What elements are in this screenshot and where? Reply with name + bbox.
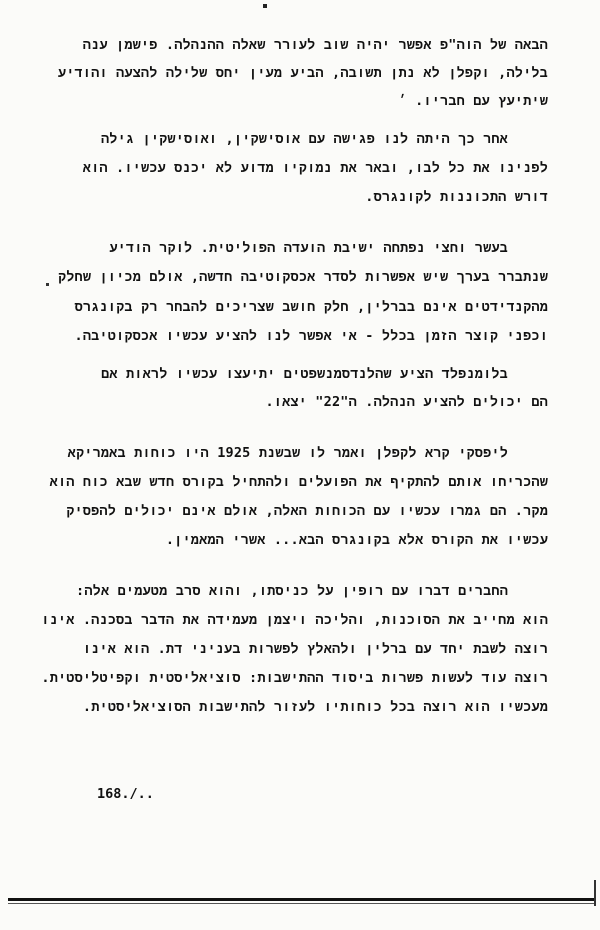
page-number: 168./.. bbox=[97, 786, 154, 802]
text-line: החברים דברו עם רופין על כניסתו, והוא סרב מטעמים אלה: bbox=[76, 583, 508, 599]
text-line: שיתיעץ עם חבריו. ׳ bbox=[398, 93, 548, 109]
text-line: מעכשיו הוא רוצה בכל כוחותיו לעזור להתישבות הסוציאליסטית. bbox=[82, 699, 548, 715]
text-line: הבאה של הוה"פ אפשר יהיה שוב לעורר שאלה ההנהלה. פישמן ענה bbox=[82, 37, 548, 53]
text-line: לפנינו את כל לבו, ובאר את נמוקיו מדוע לא יכנס עכשיו. הוא bbox=[82, 160, 548, 176]
text-line: עכשיו את הקורס אלא בקונגרס הבא... אשרי המאמין. bbox=[165, 532, 548, 548]
text-line: רוצה עוד לעשות פשרות ביסוד ההתישבות: סוציאליסטית וקפיטליסטית. bbox=[41, 670, 548, 686]
punch-mark bbox=[263, 4, 267, 8]
text-line: מקר. הם גמרו עכשיו עם הכוחות האלה, אולם אינם יכולים להפסיק bbox=[66, 503, 548, 519]
text-line: הוא מחייב את הסוכנות, והליכה ויצמן מעמידה את הדבר בסכנה. אינו bbox=[41, 612, 548, 628]
text-line: שנתברר בערך שיש אפשרות לסדר אכסקוטיבה חדשה, אולם מכיון שחלק bbox=[57, 269, 548, 285]
page-bottom-rule bbox=[8, 898, 596, 901]
text-line: בעשר וחצי נפתחה ישיבת הועדה הפוליטית. לוקר הודיע bbox=[109, 240, 508, 256]
text-line: ליפסקי קרא לקפלן ואמר לו שבשנת 1925 היו כוחות באמריקא bbox=[67, 445, 508, 461]
page-right-edge bbox=[594, 880, 596, 906]
text-line: שהכריחו אותם להתקיף את הפועלים ולהתחיל בקורס חדש שבא כוח הוא bbox=[49, 474, 548, 490]
text-line: וכפני קוצר הזמן בכלל - אי אפשר לנו להציע עכשיו אכסקוטיבה. bbox=[74, 328, 548, 344]
text-line: בלומנפלד הציע שהלנדסמנשפטים יתיעצו עכשיו לראות אם bbox=[101, 366, 508, 382]
text-line: בלילה, וקפלן לא נתן תשובה, הביע מעין יחס שלילה להצעה והודיע bbox=[57, 65, 548, 81]
page-bottom-rule-thin bbox=[8, 903, 596, 904]
text-line: מהקנדידטים אינם בברלין, חלק חושב שצריכים להבחר רק בקונגרס bbox=[74, 299, 548, 315]
text-line: רוצה לשבת יחד עם ברלין ולהאלץ לפשרות בעניני דת. הוא אינו bbox=[82, 641, 548, 657]
text-line: הם יכולים להציע הנהלה. ה"22" יצאו. bbox=[265, 394, 548, 410]
text-line: דורש התכוננות לקונגרס. bbox=[365, 189, 548, 205]
stray-mark bbox=[46, 283, 49, 286]
text-line: אחר כך היתה לנו פגישה עם אוסישקין, ואוסישקין גילה bbox=[100, 131, 508, 147]
